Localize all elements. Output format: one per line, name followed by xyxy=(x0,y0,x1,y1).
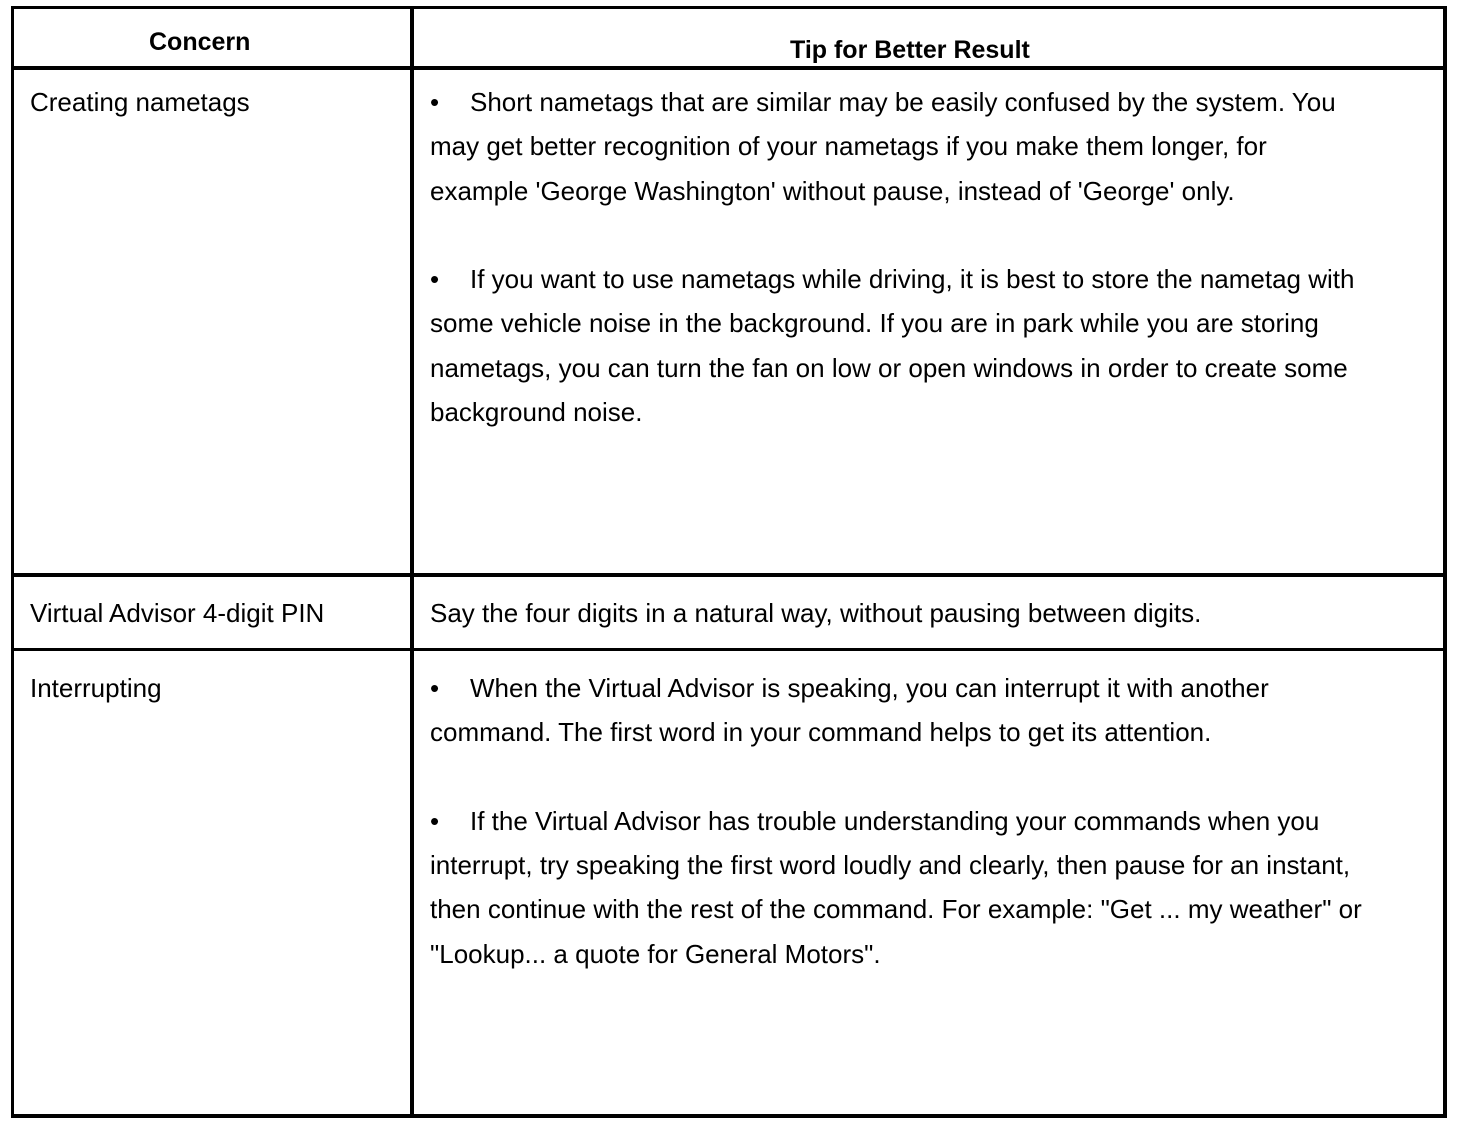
tip-text: Say the four digits in a natural way, without pausing between digits. xyxy=(430,598,1202,628)
tip-text: When the Virtual Advisor is speaking, you can interrupt it with another command. The first word in your command helps to get its attention. xyxy=(430,673,1269,748)
table-row-concern: Virtual Advisor 4-digit PIN xyxy=(30,598,325,628)
table-border-right xyxy=(1443,6,1447,1118)
bullet-marker: • xyxy=(430,87,440,117)
table-row-concern: Interrupting xyxy=(30,673,162,703)
tip-paragraph xyxy=(430,80,1365,213)
table-border-top xyxy=(11,6,1447,9)
bullet-marker: • xyxy=(430,805,440,836)
row-divider xyxy=(11,648,1447,651)
tip-paragraph xyxy=(430,257,1365,434)
tip-paragraph xyxy=(430,666,1365,755)
header-divider xyxy=(11,66,1447,70)
tip-text: If the Virtual Advisor has trouble understanding your commands when you interrupt, try speaking the first word loudly and clearly, then pause for an instant, then continue with the rest of the command. For example: "Get ... my weather" or "Lookup... a quote for General Motors". xyxy=(430,805,1362,969)
tip-text: Short nametags that are similar may be easily confused by the system. You may get better recognition of your nametags if you make them longer, for example 'George Washington' without pause, instead of 'George' only. xyxy=(430,87,1336,206)
column-header-concern: Concern xyxy=(149,28,251,56)
tip-text: If you want to use nametags while driving, it is best to store the nametag with some vehicle noise in the background. If you are in park while you are storing nametags, you can turn the fan on low or open windows in order to create some background noise. xyxy=(430,264,1355,428)
row-divider xyxy=(11,573,1447,577)
table-row-tips xyxy=(430,666,1365,976)
bullet-marker: • xyxy=(430,673,440,703)
tip-paragraph xyxy=(430,799,1365,976)
table-row-concern: Creating nametags xyxy=(30,87,250,117)
bullet-marker: • xyxy=(430,264,440,295)
table-column-divider xyxy=(410,6,414,1118)
column-header-tip: Tip for Better Result xyxy=(790,36,1030,64)
table-row-tips xyxy=(430,80,1365,434)
table-border-left xyxy=(11,6,14,1118)
table-border-bottom xyxy=(11,1114,1447,1118)
